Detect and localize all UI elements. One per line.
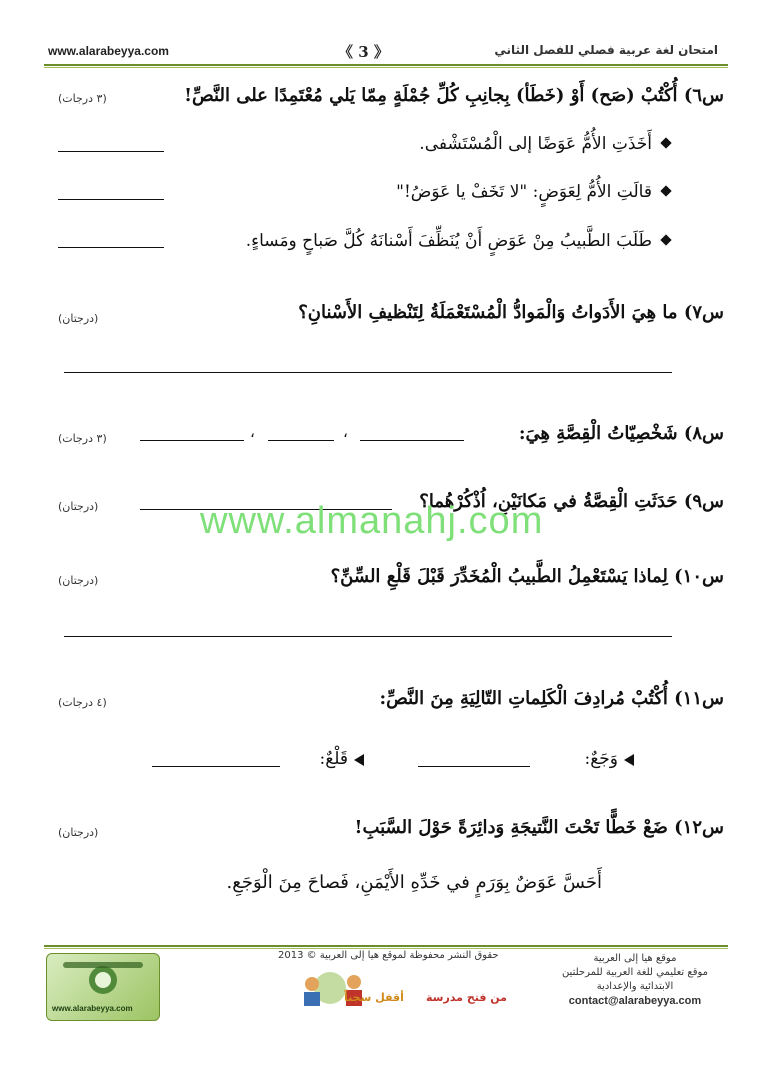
footer-line-3: الابتدائية والإعدادية — [596, 981, 674, 992]
footer-contact-block — [562, 952, 708, 1008]
q6-item-1 — [419, 134, 670, 154]
q11-marks: (٤ درجات) — [58, 696, 107, 709]
logo-site-text: www.alarabeyya.com — [52, 1004, 133, 1013]
q6-text: س٦) أُكْتُبْ (صَح) أَوْ (خَطَأ) بِجانِبِ كُلِّ جُمْلَةٍ مِمّا يَلي مُعْتَمِدًا على النَّصِّ! — [184, 85, 724, 106]
watermark-text: www.almanahj.com — [200, 500, 544, 542]
q6-item-3 — [246, 231, 670, 251]
q8-marks: (٣ درجات) — [58, 432, 107, 445]
q9-marks: (درجتان) — [58, 500, 99, 513]
q8-blank-3[interactable] — [140, 440, 244, 441]
q10-text: س١٠) لِماذا يَسْتَعْمِلُ الطَّبيبُ الْمُخَدِّرَ قَبْلَ قَلْعِ السِّنِّ؟ — [330, 566, 724, 587]
q7-marks: (درجتان) — [58, 312, 99, 325]
footer-slogan-1: من فتح مدرسة — [426, 991, 507, 1004]
q11-blank-2[interactable] — [152, 766, 280, 767]
footer-rule — [44, 945, 728, 947]
q6-item-3-text: طَلَبَ الطَّبيبُ مِنْ عَوَضٍ أَنْ يُنَظِّفَ أَسْنانَهُ كُلَّ صَباحٍ ومَساءٍ. — [245, 231, 652, 251]
q11-blank-1[interactable] — [418, 766, 530, 767]
footer-line-2: موقع تعليمي للغة العربية للمرحلتين — [561, 967, 708, 978]
q11-word-2-text: قَلْعٌ: — [319, 749, 348, 769]
q11-word-2 — [319, 749, 364, 769]
exam-title: امتحان لغة عربية فصلي للفصل الثاني — [494, 43, 718, 57]
q9-text: س٩) حَدَثَتِ الْقِصَّةُ في مَكانَيْنِ، اُذْكُرْهُما؟ — [419, 491, 724, 512]
q8-sep-2: ، — [250, 423, 255, 441]
q10-marks: (درجتان) — [58, 574, 99, 587]
q6-answer-blank-1[interactable] — [58, 151, 164, 152]
q11-text: س١١) أُكْتُبْ مُرادِفَ الْكَلِماتِ التّالِيَةِ مِنَ النَّصِّ: — [379, 688, 724, 709]
header-rule — [44, 64, 728, 66]
q6-answer-blank-3[interactable] — [58, 247, 164, 248]
q12-sentence: أَحَسَّ عَوَضٌ بِوَرَمٍ في خَدِّهِ الأَيْمَنِ، فَصاحَ مِنَ الْوَجَعِ. — [226, 872, 602, 893]
q8-blank-2[interactable] — [268, 440, 334, 441]
q12-text: س١٢) ضَعْ خَطًّا تَحْتَ النَّتيجَةِ وَدائِرَةً حَوْلَ السَّبَبِ! — [354, 817, 724, 838]
page-number: 《 3 》 — [338, 43, 389, 61]
q7-text: س٧) ما هِيَ الأَدَواتُ وَالْمَوادُّ الْمُسْتَعْمَلَةُ لِتَنْظيفِ الأَسْنانِ؟ — [298, 302, 724, 323]
q8-text: س٨) شَخْصِيّاتُ الْقِصَّةِ هِيَ: — [518, 423, 724, 444]
bullet-icon — [660, 234, 671, 245]
footer-line-1: موقع هيا إلى العربية — [593, 953, 677, 964]
contact-email[interactable]: contact@alarabeyya.com — [568, 995, 702, 1007]
q6-item-1-text: أَخَذَتِ الأُمُّ عَوَضًا إلى الْمُسْتَشْفى. — [419, 134, 652, 154]
bullet-icon — [660, 137, 671, 148]
footer-rule-thin — [44, 948, 728, 949]
header-site: www.alarabeyya.com — [48, 44, 169, 58]
copyright-text: حقوق النشر محفوظة لموقع هيا إلى العربية © 2013 — [278, 950, 499, 961]
q8-blank-1[interactable] — [360, 440, 464, 441]
q12-marks: (درجتان) — [58, 826, 99, 839]
q6-answer-blank-2[interactable] — [58, 199, 164, 200]
q10-answer-line[interactable] — [64, 636, 672, 637]
q8-sep-1: ، — [343, 423, 348, 441]
q11-word-1 — [585, 749, 635, 769]
arrow-left-icon — [624, 754, 634, 766]
footer-slogan-2: أقفل سجناً — [344, 991, 404, 1004]
q6-item-2 — [396, 182, 670, 202]
q7-answer-line[interactable] — [64, 372, 672, 373]
q11-word-1-text: وَجَعٌ: — [584, 749, 618, 769]
header-rule-thin — [44, 67, 728, 68]
arrow-left-icon — [354, 754, 364, 766]
q6-marks: (٣ درجات) — [58, 92, 107, 105]
bullet-icon — [660, 185, 671, 196]
q6-item-2-text: قالَتِ الأُمُّ لِعَوَضٍ: "لا تَخَفْ يا عَوَضُ!" — [396, 182, 652, 202]
